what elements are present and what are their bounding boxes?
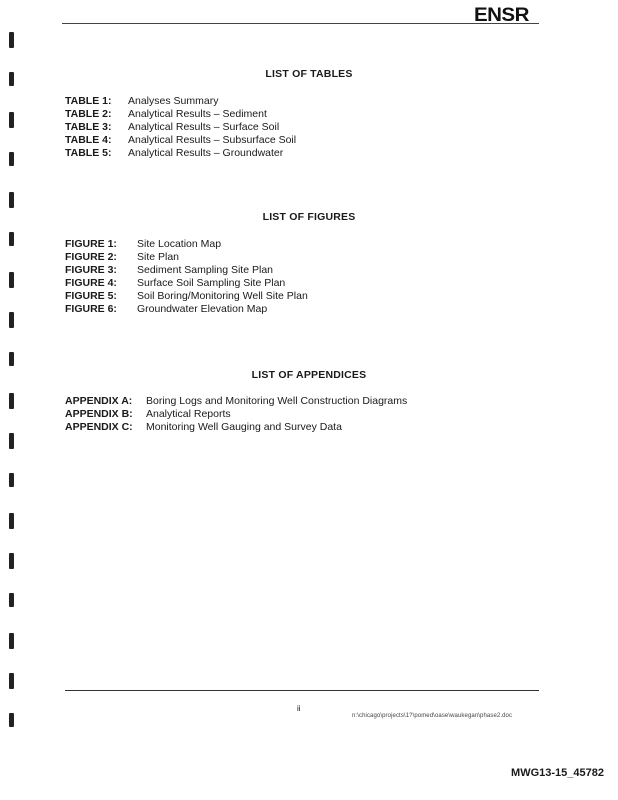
item-label: APPENDIX B: (65, 408, 133, 420)
binder-hole (9, 673, 14, 689)
document-id: MWG13-15_45782 (511, 767, 604, 779)
binder-hole (9, 312, 14, 328)
item-label: FIGURE 3: (65, 264, 117, 276)
item-label: APPENDIX A: (65, 395, 133, 407)
company-logo: ENSR (474, 5, 529, 26)
binder-hole (9, 352, 14, 366)
list-item (65, 408, 407, 421)
file-path: n:\chicago\projects\1?\pomed\oase\waukegan\phase2.doc (352, 713, 513, 719)
appendices-title: LIST OF APPENDICES (251, 369, 367, 381)
list-item (65, 395, 407, 408)
binder-hole (9, 553, 14, 569)
binder-hole (9, 513, 14, 529)
item-label: FIGURE 1: (65, 238, 117, 250)
item-text: Sediment Sampling Site Plan (137, 264, 273, 276)
binder-hole (9, 633, 14, 649)
item-text: Groundwater Elevation Map (137, 303, 268, 315)
tables-list (65, 95, 296, 160)
list-item (65, 95, 296, 108)
item-label: TABLE 3: (65, 121, 112, 133)
list-item (65, 303, 308, 316)
figures-list (65, 238, 308, 316)
binder-hole (9, 232, 14, 246)
binder-hole (9, 593, 14, 607)
list-item (65, 421, 407, 434)
item-text: Site Plan (137, 251, 180, 263)
list-item (65, 147, 296, 160)
item-text: Analytical Results – Sediment (128, 108, 267, 120)
item-text: Analytical Results – Surface Soil (128, 121, 280, 133)
footer-rule (65, 690, 539, 691)
binder-hole (9, 473, 14, 487)
item-label: APPENDIX C: (65, 421, 133, 433)
binder-hole (9, 192, 14, 208)
binder-hole (9, 713, 14, 727)
item-label: FIGURE 4: (65, 277, 117, 289)
item-label: FIGURE 6: (65, 303, 117, 315)
item-text: Site Location Map (137, 238, 222, 250)
binder-hole (9, 112, 14, 128)
binder-holes (0, 0, 20, 800)
list-item (65, 108, 296, 121)
item-label: TABLE 4: (65, 134, 112, 146)
binder-hole (9, 433, 14, 449)
item-text: Analyses Summary (128, 95, 219, 107)
list-item (65, 290, 308, 303)
list-item (65, 277, 308, 290)
item-label: TABLE 5: (65, 147, 112, 159)
list-item (65, 134, 296, 147)
binder-hole (9, 152, 14, 166)
item-text: Analytical Results – Groundwater (128, 147, 284, 159)
item-text: Analytical Results – Subsurface Soil (128, 134, 297, 146)
list-item (65, 251, 308, 264)
item-label: FIGURE 5: (65, 290, 117, 302)
list-item (65, 264, 308, 277)
item-text: Soil Boring/Monitoring Well Site Plan (137, 290, 308, 302)
binder-hole (9, 272, 14, 288)
header-rule (62, 23, 539, 24)
list-item (65, 121, 296, 134)
tables-title: LIST OF TABLES (265, 68, 353, 80)
item-text: Analytical Reports (146, 408, 231, 420)
item-label: TABLE 2: (65, 108, 112, 120)
page-number: ii (297, 704, 301, 713)
item-text: Surface Soil Sampling Site Plan (137, 277, 286, 289)
item-text: Monitoring Well Gauging and Survey Data (146, 421, 342, 433)
item-text: Boring Logs and Monitoring Well Construction Diagrams (146, 395, 408, 407)
binder-hole (9, 32, 14, 48)
figures-title: LIST OF FIGURES (262, 211, 356, 223)
binder-hole (9, 393, 14, 409)
list-item (65, 238, 308, 251)
appendices-list (65, 395, 407, 434)
item-label: FIGURE 2: (65, 251, 117, 263)
item-label: TABLE 1: (65, 95, 112, 107)
